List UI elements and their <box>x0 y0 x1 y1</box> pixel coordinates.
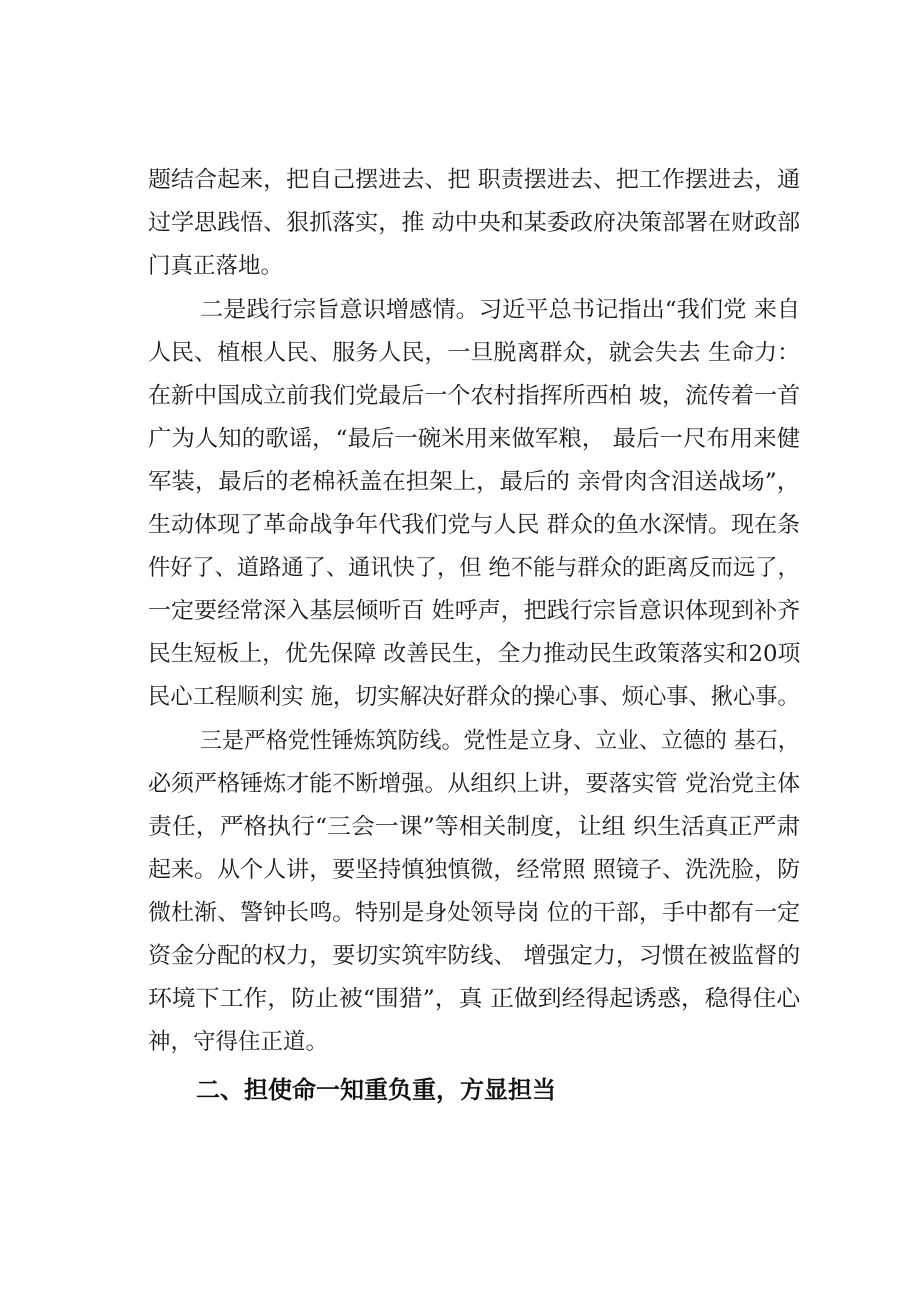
text-line: 过学思践悟、狠抓落实，推 动中央和某委政府决策部署在财政部 <box>148 210 801 236</box>
text-line: 资金分配的权力，要切实筑牢防线、 增强定力，习惯在被监督的 <box>148 943 801 969</box>
text-line: 民心工程顺利实 施，切实解决好群众的操心事、烦心事、揪心事。 <box>148 684 800 710</box>
text-line: 件好了、道路通了、通讯快了，但 绝不能与群众的距离反而远了， <box>148 555 800 581</box>
text-line: 起来。从个人讲，要坚持慎独慎微，经常照 照镜子、洗洗脸，防 <box>148 857 801 883</box>
text-line: 人民、植根人民、服务人民，一旦脱离群众，就会失去 生命力： <box>148 340 801 366</box>
text-line: 民生短板上，优先保障 改善民生，全力推动民生政策落实和20项 <box>148 641 801 667</box>
text-line: 生动体现了革命战争年代我们党与人民 群众的鱼水深情。现在条 <box>148 512 801 538</box>
text-line: 一定要经常深入基层倾听百 姓呼声，把践行宗旨意识体现到补齐 <box>148 598 801 624</box>
text-line: 环境下工作，防止被“围猎”，真 正做到经得起诱惑，稳得住心 <box>148 986 801 1012</box>
text-line: 神，守得住正道。 <box>148 1029 329 1055</box>
text-line: 军装，最后的老棉袄盖在担架上，最后的 亲骨肉含泪送战场”， <box>148 469 801 495</box>
text-line: 微杜渐、警钟长鸣。特别是身处领导岗 位的干部，手中都有一定 <box>148 900 801 926</box>
text-line: 二是践行宗旨意识增感情。习近平总书记指出“我们党 来自 <box>200 297 801 323</box>
text-line: 在新中国成立前我们党最后一个农村指挥所西柏 坡，流传着一首 <box>148 383 801 409</box>
text-line: 题结合起来，把自己摆进去、把 职责摆进去、把工作摆进去，通 <box>148 167 801 193</box>
section-heading: 二、担使命一知重负重，方显担当 <box>196 1076 556 1104</box>
text-line: 广为人知的歌谣，“最后一碗米用来做军粮， 最后一尺布用来健 <box>148 426 801 452</box>
text-line: 必须严格锤炼才能不断增强。从组织上讲，要落实管 党治党主体 <box>148 771 801 797</box>
text-line: 三是严格党性锤炼筑防线。党性是立身、立业、立德的 基石， <box>200 728 800 754</box>
text-line: 责任，严格执行“三会一课”等相关制度，让组 织生活真正严肃 <box>148 814 801 840</box>
text-line: 门真正落地。 <box>148 253 284 279</box>
